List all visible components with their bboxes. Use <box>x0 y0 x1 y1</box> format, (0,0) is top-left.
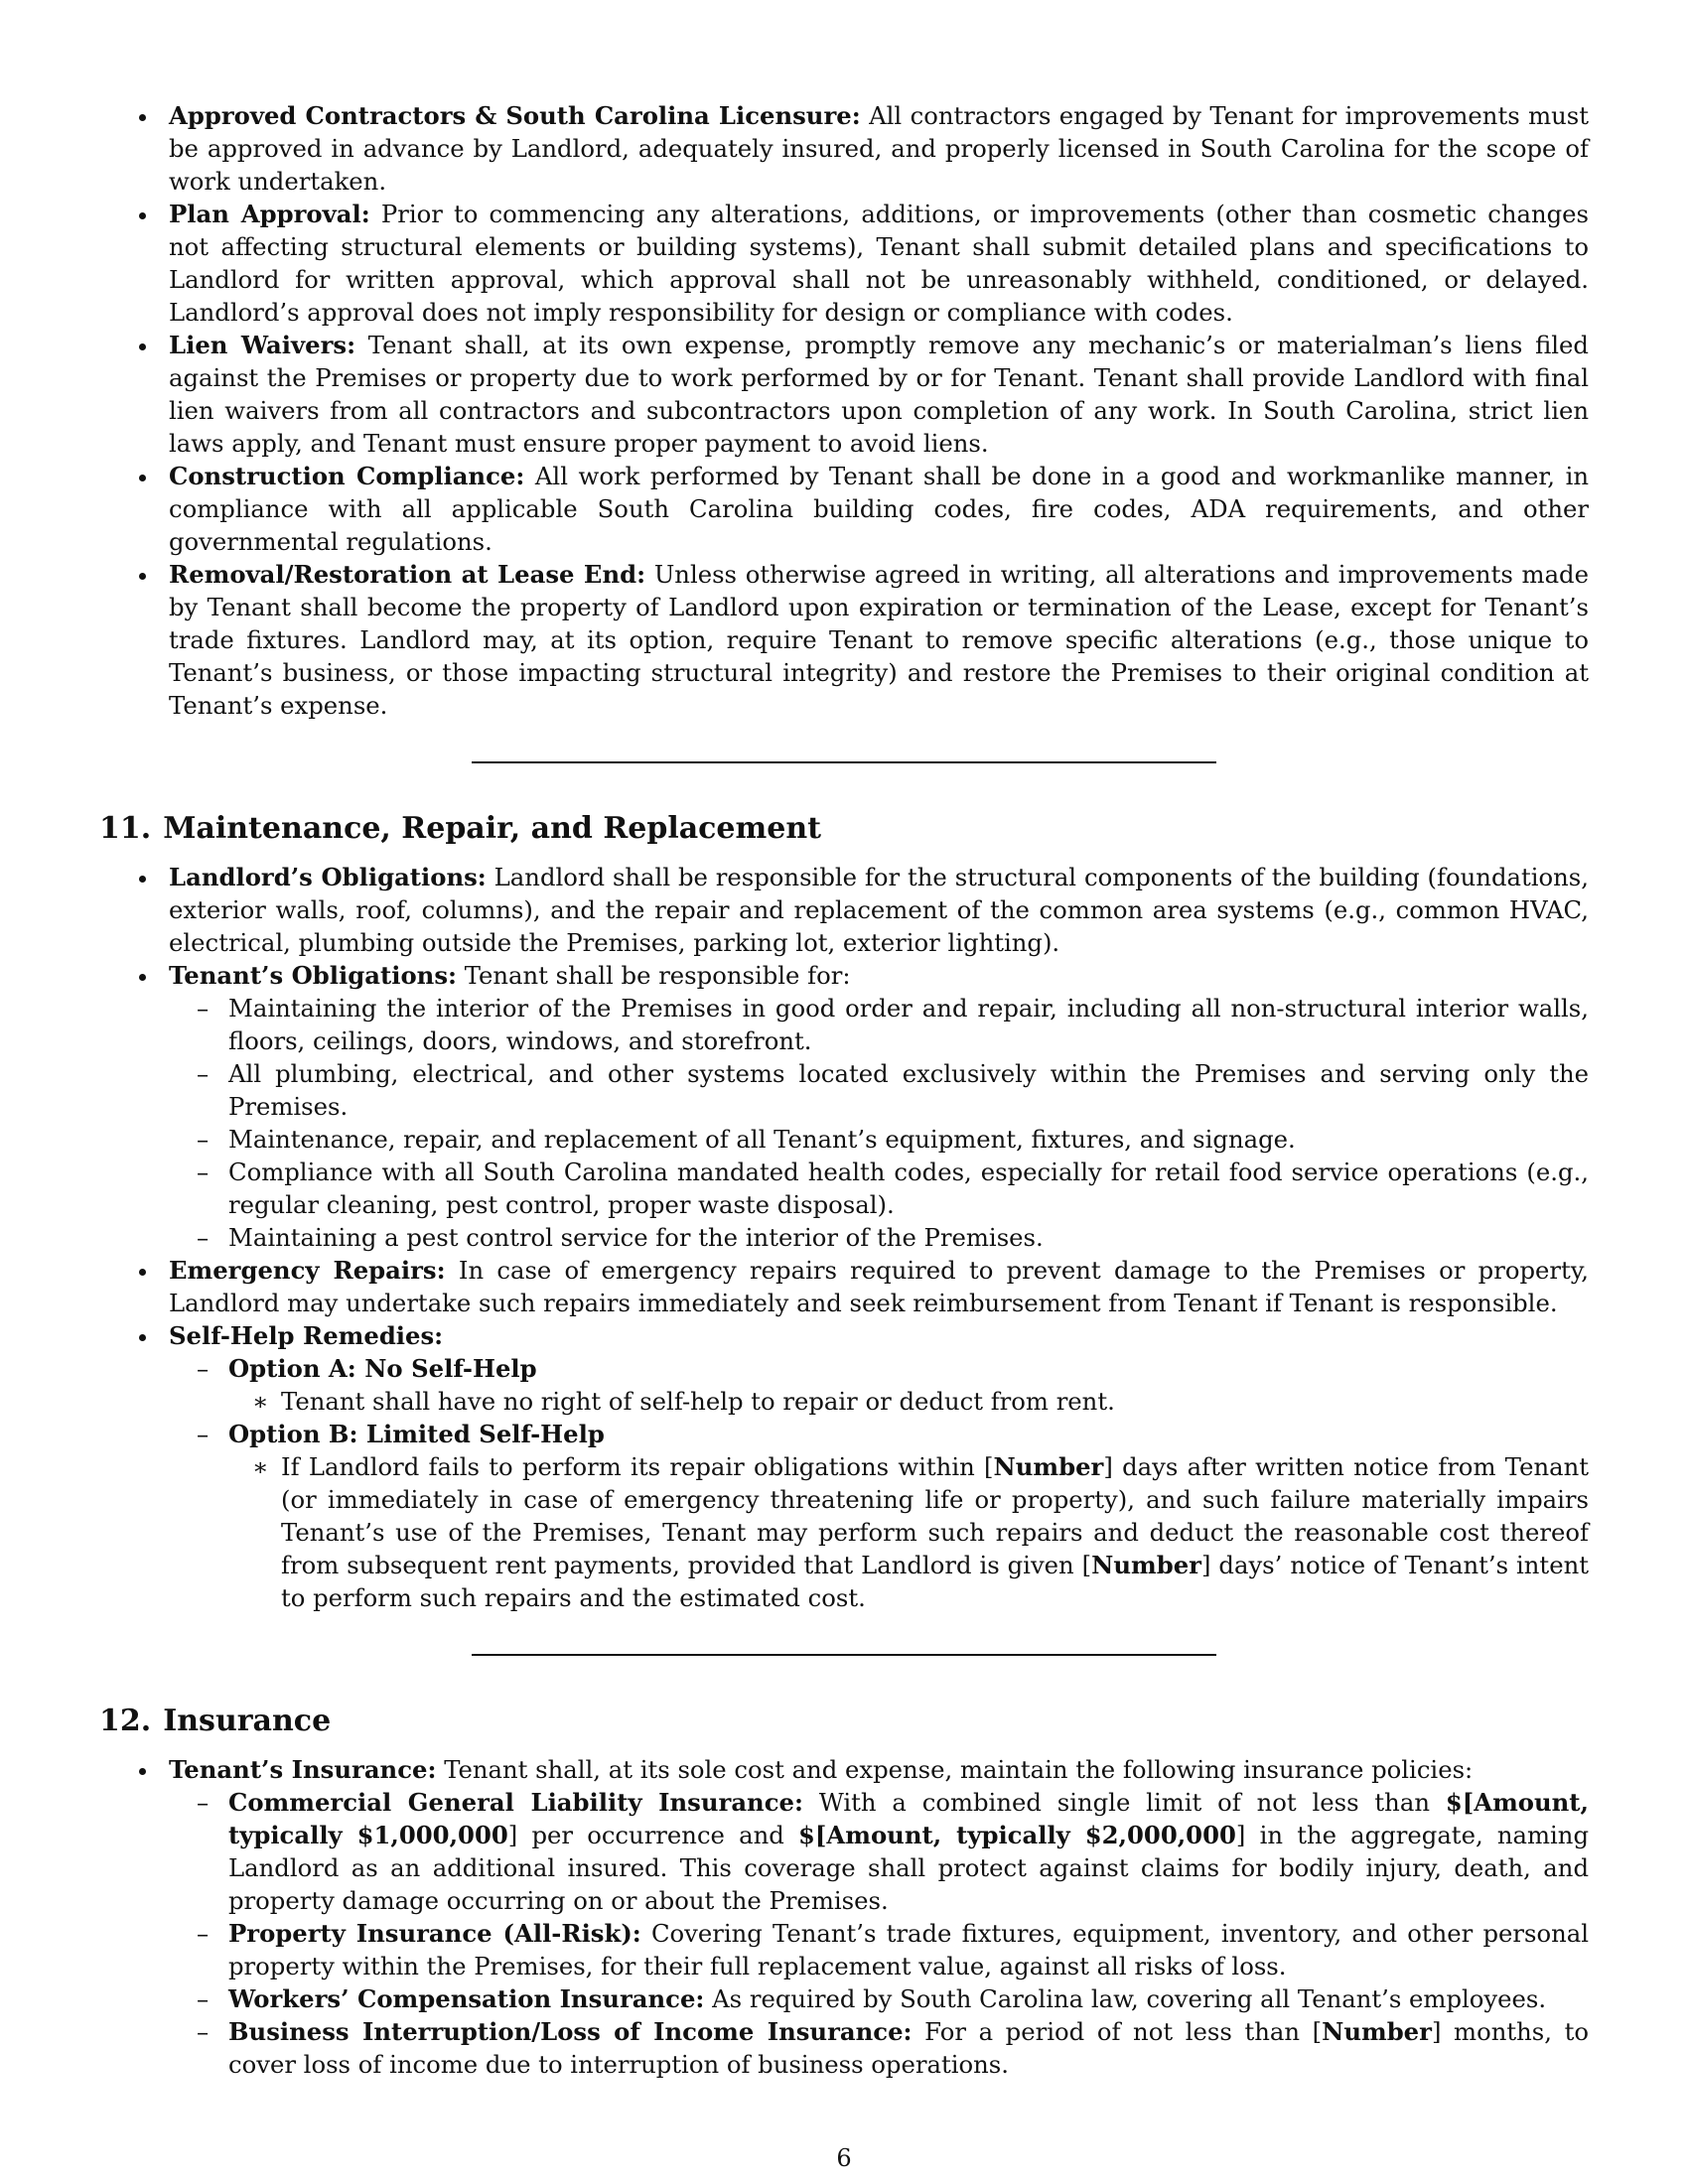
item-text: In case of emergency repairs required to prevent damage to the Premises or property, Landlord may undertake such repairs immediately and seek reimbursement from Tenant if Tenant is responsible. <box>169 1256 1589 1317</box>
option-a-detail <box>228 1385 1589 1418</box>
insurance-list <box>99 1753 1589 2081</box>
section-title: Maintenance, Repair, and Replacement <box>163 811 822 846</box>
option-title: Option A: No Self-Help <box>228 1354 537 1383</box>
text-run: ] months, to cover loss of income due to interruption of business operations. <box>228 2017 1590 2079</box>
section-title: Insurance <box>163 1704 332 1738</box>
section-divider <box>472 1654 1216 1656</box>
item-title: Business Interruption/Loss of Income Insurance: <box>228 2017 913 2046</box>
sublist-item <box>169 1917 1589 1982</box>
section-heading-12 <box>99 1704 1589 1739</box>
section-heading-11 <box>99 811 1589 847</box>
insurance-policies-sublist <box>169 1786 1589 2081</box>
placeholder-number: Number <box>1322 2017 1432 2046</box>
sublist-item <box>169 1352 1589 1418</box>
item-title: Landlord’s Obligations: <box>169 863 487 891</box>
list-item <box>99 1319 1589 1614</box>
item-title: Property Insurance (All-Risk): <box>228 1919 641 1948</box>
sublist-item <box>169 1786 1589 1917</box>
item-title: Commercial General Liability Insurance: <box>228 1788 803 1817</box>
tenant-obligations-sublist <box>169 992 1589 1254</box>
alterations-list <box>99 99 1589 722</box>
item-text: Tenant shall be responsible for: <box>464 961 851 990</box>
item-text: Landlord shall be responsible for the structural components of the building (foundations, exterior walls, roof, columns), and the repair and replacement of the common area systems (e.g., common HVAC, electrical, plumbing outside the Premises, parking lot, exterior lighting). <box>169 863 1589 957</box>
sublist-item: – Maintenance, repair, and replacement of all Tenant’s equipment, fixtures, and signage. <box>169 1123 1589 1156</box>
sublist-item: – All plumbing, electrical, and other systems located exclusively within the Premises and serving only the Premises. <box>169 1057 1589 1123</box>
option-title: Option B: Limited Self-Help <box>228 1420 605 1448</box>
text-run: ] days’ notice of Tenant’s intent to perform such repairs and the estimated cost. <box>281 1551 1589 1612</box>
section-number: 12. <box>99 1704 152 1738</box>
item-text: Prior to commencing any alterations, additions, or improvements (other than cosmetic changes not affecting structural elements or building systems), Tenant shall submit detailed plans and specifications to Landlord for written approval, which approval shall not be unreasonably withheld, conditioned, or delayed. Landlord’s approval does not imply responsibility for design or compliance with codes. <box>169 200 1590 327</box>
item-title: Removal/Restoration at Lease End: <box>169 560 646 589</box>
self-help-options <box>169 1352 1589 1614</box>
item-title: Approved Contractors & South Carolina Licensure: <box>169 101 861 130</box>
sublist-item <box>169 2015 1589 2081</box>
sublist-item: – Maintaining the interior of the Premises in good order and repair, including all non-structural interior walls, floors, ceilings, doors, windows, and storefront. <box>169 992 1589 1057</box>
placeholder-number: Number <box>993 1452 1104 1481</box>
sublist-item: – Compliance with all South Carolina mandated health codes, especially for retail food service operations (e.g., regular cleaning, pest control, proper waste disposal). <box>169 1156 1589 1221</box>
list-item <box>99 861 1589 959</box>
section-divider <box>472 761 1216 763</box>
detail-item <box>228 1450 1589 1614</box>
text-run: If Landlord fails to perform its repair obligations within [ <box>281 1452 994 1481</box>
item-text: All contractors engaged by Tenant for improvements must be approved in advance by Landlord, adequately insured, and properly licensed in South Carolina for the scope of work undertaken. <box>169 101 1589 196</box>
list-item <box>99 99 1589 198</box>
text-run: ] per occurrence and <box>507 1821 799 1849</box>
placeholder-amount: $[Amount, typically $2,000,000 <box>798 1821 1236 1849</box>
item-text: As required by South Carolina law, covering all Tenant’s employees. <box>712 1984 1547 2013</box>
text-run: With a combined single limit of not less than <box>818 1788 1446 1817</box>
text-run: ] days after written notice from Tenant (or immediately in case of emergency threatening life or property), and such failure materially impairs Tenant’s use of the Premises, Tenant may perform such repairs and deduct the reasonable cost thereof from subsequent rent payments, provided that Landlord is given [ <box>281 1452 1589 1579</box>
item-text: Covering Tenant’s trade fixtures, equipment, inventory, and other personal property within the Premises, for their full replacement value, against all risks of loss. <box>228 1919 1589 1980</box>
item-title: Self-Help Remedies: <box>169 1321 444 1350</box>
item-title: Plan Approval: <box>169 200 370 228</box>
item-title: Workers’ Compensation Insurance: <box>228 1984 705 2013</box>
list-item <box>99 198 1589 329</box>
item-text: Unless otherwise agreed in writing, all alterations and improvements made by Tenant shall become the property of Landlord upon expiration or termination of the Lease, except for Tenant’s trade fixtures. Landlord may, at its option, require Tenant to remove specific alterations (e.g., those unique to Tenant’s business, or those impacting structural integrity) and restore the Premises to their original condition at Tenant’s expense. <box>169 560 1589 720</box>
item-title: Tenant’s Obligations: <box>169 961 457 990</box>
placeholder-number: Number <box>1091 1551 1201 1579</box>
document-page <box>99 99 1589 2081</box>
detail-item: ∗ Tenant shall have no right of self-help to repair or deduct from rent. <box>228 1385 1589 1418</box>
item-text: Tenant shall, at its own expense, promptly remove any mechanic’s or materialman’s liens filed against the Premises or property due to work performed by or for Tenant. Tenant shall provide Landlord with final lien waivers from all contractors and subcontractors upon completion of any work. In South Carolina, strict lien laws apply, and Tenant must ensure proper payment to avoid liens. <box>169 331 1589 458</box>
sublist-item <box>169 1418 1589 1614</box>
list-item <box>99 1254 1589 1319</box>
sublist-item <box>169 1982 1589 2015</box>
list-item <box>99 558 1589 722</box>
placeholder-amount: $[Amount, typically $1,000,000 <box>228 1788 1589 1849</box>
item-text: All work performed by Tenant shall be done in a good and workmanlike manner, in compliance with all applicable South Carolina building codes, fire codes, ADA requirements, and other governmental regulations. <box>169 462 1589 556</box>
list-item <box>99 460 1589 558</box>
item-title: Emergency Repairs: <box>169 1256 446 1285</box>
item-title: Construction Compliance: <box>169 462 525 490</box>
list-item <box>99 329 1589 460</box>
page-number: 6 <box>836 2144 852 2172</box>
text-run: For a period of not less than [ <box>924 2017 1323 2046</box>
sublist-item: – Maintaining a pest control service for the interior of the Premises. <box>169 1221 1589 1254</box>
section-number: 11. <box>99 811 152 846</box>
item-title: Tenant’s Insurance: <box>169 1755 437 1784</box>
text-run: ] in the aggregate, naming Landlord as an additional insured. This coverage shall protect against claims for bodily injury, death, and property damage occurring on or about the Premises. <box>228 1821 1590 1915</box>
option-b-detail <box>228 1450 1589 1614</box>
list-item <box>99 959 1589 1254</box>
maintenance-list <box>99 861 1589 1614</box>
item-title: Lien Waivers: <box>169 331 356 359</box>
item-text: Tenant shall, at its sole cost and expense, maintain the following insurance policies: <box>444 1755 1474 1784</box>
list-item <box>99 1753 1589 2081</box>
